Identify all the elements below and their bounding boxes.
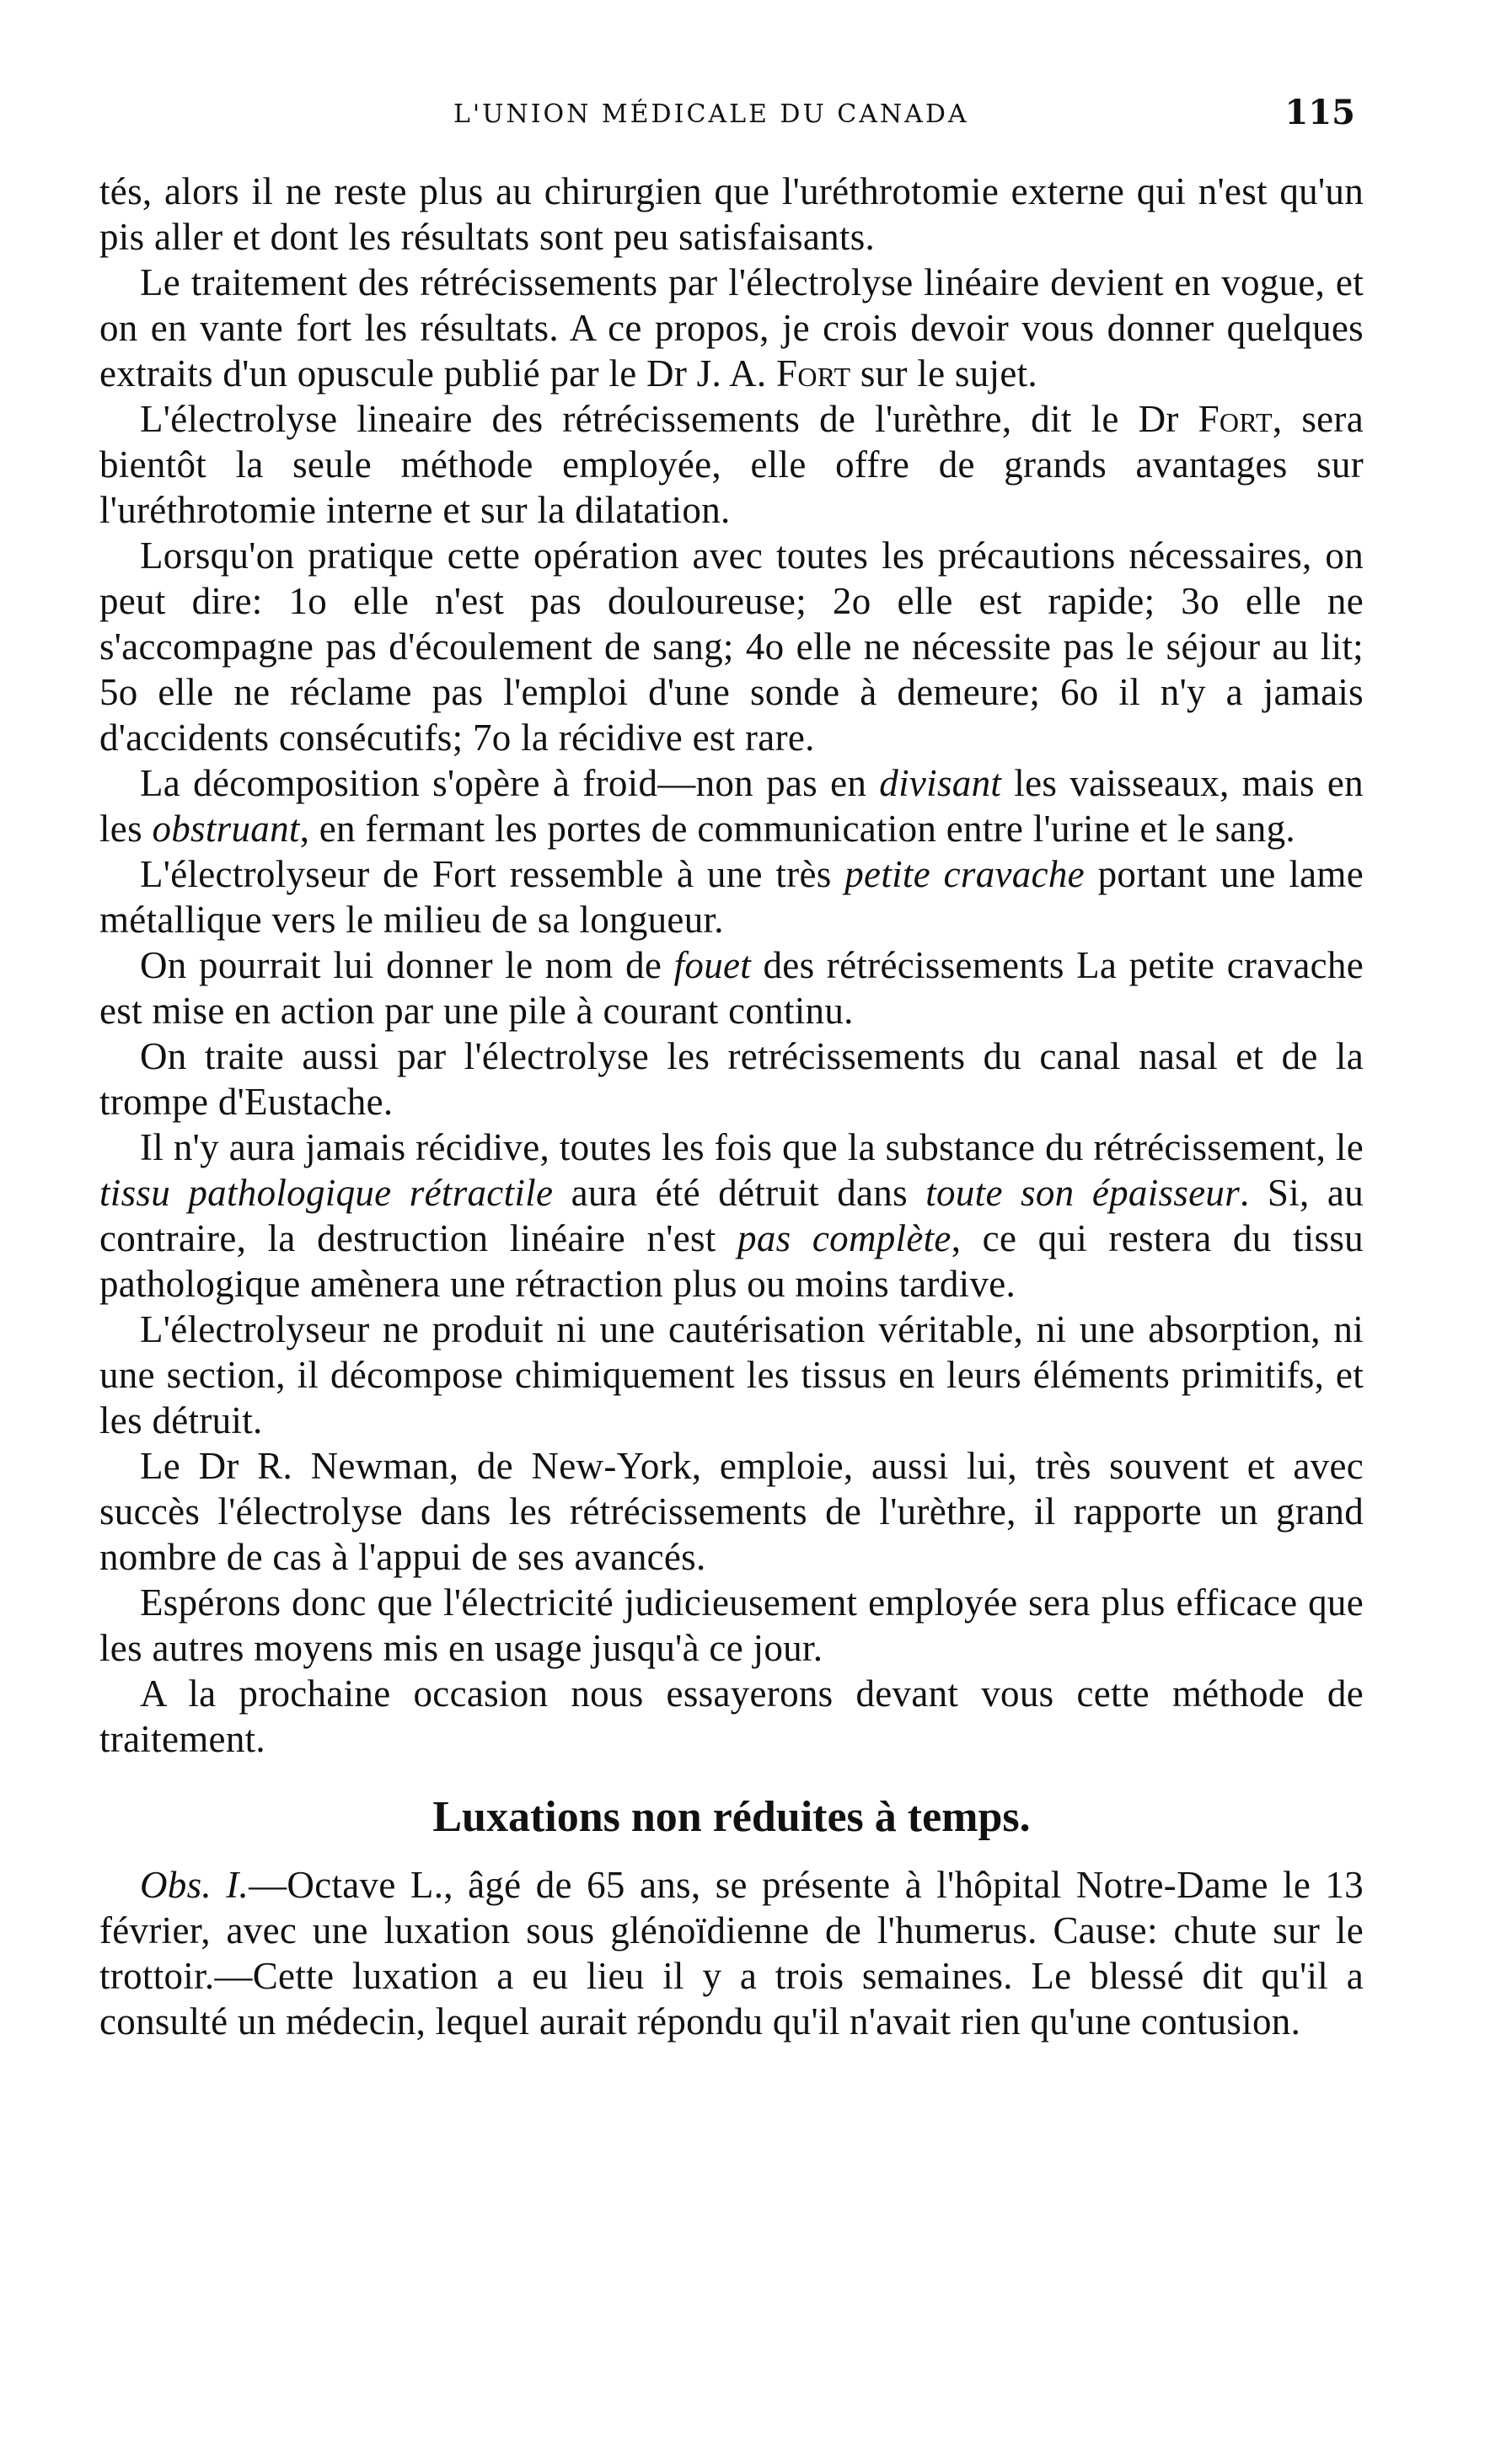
paragraph-6-text: L'électrolyseur de Fort ressemble à une très <box>140 853 845 895</box>
italic-epaisseur: toute son épaisseur <box>925 1172 1241 1214</box>
observation-paragraph <box>99 1862 1364 2044</box>
page-number: 115 <box>1284 93 1355 132</box>
paragraph-5 <box>99 760 1364 851</box>
body-text <box>99 169 1364 2044</box>
paragraph-8: On traite aussi par l'électrolyse les retrécissements du canal nasal et de la trompe d'Eustache. <box>99 1035 1364 1123</box>
observation-text: —Octave L., âgé de 65 ans, se présente à l'hôpital Notre-Dame le 13 février, avec une luxation sous glénoïdienne de l'humerus. Cause: chute sur le trottoir.—Cette luxation a eu lieu il y a trois semaines. Le blessé dit qu'il a consulté un médecin, lequel aurait répondu qu'il n'avait rien qu'une contusion. <box>99 1864 1364 2043</box>
author-name-fort-2: Fort <box>1198 398 1273 440</box>
italic-obstruant: obstruant <box>152 808 300 850</box>
paragraph-1: tés, alors il ne reste plus au chirurgien que l'uréthrotomie externe qui n'est qu'un pis aller et dont les résultats sont peu satisfaisants. <box>99 170 1364 258</box>
paragraph-7-text: On pourrait lui donner le nom de <box>140 944 674 986</box>
running-title: L'UNION MÉDICALE DU CANADA <box>453 99 969 129</box>
paragraph-6-tail: portant une lame métallique vers le milieu de sa longueur. <box>99 853 1364 941</box>
paragraph-9 <box>99 1125 1364 1307</box>
italic-petite-cravache: petite cravache <box>844 853 1085 895</box>
italic-tissu: tissu pathologique rétractile <box>99 1172 554 1214</box>
document-page <box>99 93 1364 2044</box>
observation-label: Obs. I. <box>140 1864 249 1906</box>
paragraph-2-tail: sur le sujet. <box>850 352 1037 395</box>
italic-fouet: fouet <box>673 944 752 986</box>
paragraph-11: Le Dr R. Newman, de New-York, emploie, aussi lui, très souvent et avec succès l'électrolyse dans les rétrécissements de l'urèthre, il rapporte un grand nombre de cas à l'appui de ses avancés. <box>99 1445 1364 1578</box>
paragraph-5-text: La décomposition s'opère à froid—non pas en <box>140 762 880 804</box>
author-name-fort: Fort <box>776 352 851 395</box>
paragraph-3-tail: , sera bientôt la seule méthode employée, elle offre de grands avantages sur l'uréthrotomie interne et sur la dilatation. <box>99 398 1364 531</box>
paragraph-2-text: Le traitement des rétrécissements par l'électrolyse linéaire devient en vogue, et on en vante fort les résultats. A ce propos, je crois devoir vous donner quelques extraits d'un opuscule publié par le Dr J. A. <box>99 261 1364 395</box>
paragraph-3-text: L'électrolyse lineaire des rétrécissements de l'urèthre, dit le Dr <box>140 398 1198 440</box>
paragraph-9-tail: , ce qui restera du tissu pathologique amènera une rétraction plus ou moins tardive. <box>99 1217 1364 1305</box>
paragraph-5-mid: les vaisseaux, mais en les <box>99 762 1364 850</box>
paragraph-10: L'électrolyseur ne produit ni une cautérisation véritable, ni une absorption, ni une section, il décompose chimiquement les tissus en leurs éléments primitifs, et les détruit. <box>99 1308 1364 1441</box>
paragraph-9-mid2: . Si, au contraire, la destruction linéaire n'est <box>99 1172 1364 1259</box>
italic-divisant: divisant <box>879 762 1002 804</box>
paragraph-7-tail: des rétrécissements La petite cravache est mise en action par une pile à courant continu. <box>99 944 1364 1032</box>
paragraph-9-mid1: aura été détruit dans <box>553 1172 926 1214</box>
paragraph-3 <box>99 396 1364 533</box>
paragraph-5-tail: , en fermant les portes de communication entre l'urine et le sang. <box>299 808 1295 850</box>
paragraph-7 <box>99 942 1364 1033</box>
paragraph-6 <box>99 851 1364 942</box>
paragraph-13: A la prochaine occasion nous essayerons devant vous cette méthode de traitement. <box>99 1672 1364 1760</box>
paragraph-9-text: Il n'y aura jamais récidive, toutes les fois que la substance du rétrécissement, le <box>140 1126 1364 1168</box>
paragraph-4: Lorsqu'on pratique cette opération avec toutes les précautions nécessaires, on peut dire: 1o elle n'est pas douloureuse; 2o elle est rapide; 3o elle ne s'accompagne pas d'écoulement de sang; 4o elle ne nécessite pas le séjour au lit; 5o elle ne réclame pas l'emploi d'une sonde à demeure; 6o il n'y a jamais d'accidents consécutifs; 7o la récidive est rare. <box>99 534 1364 759</box>
paragraph-12: Espérons donc que l'électricité judicieusement employée sera plus efficace que les autres moyens mis en usage jusqu'à ce jour. <box>99 1581 1364 1669</box>
paragraph-2 <box>99 260 1364 396</box>
running-head <box>99 93 1364 143</box>
section-heading: Luxations non réduites à temps. <box>432 1793 1031 1841</box>
italic-pas-complete: pas complète <box>737 1217 952 1259</box>
